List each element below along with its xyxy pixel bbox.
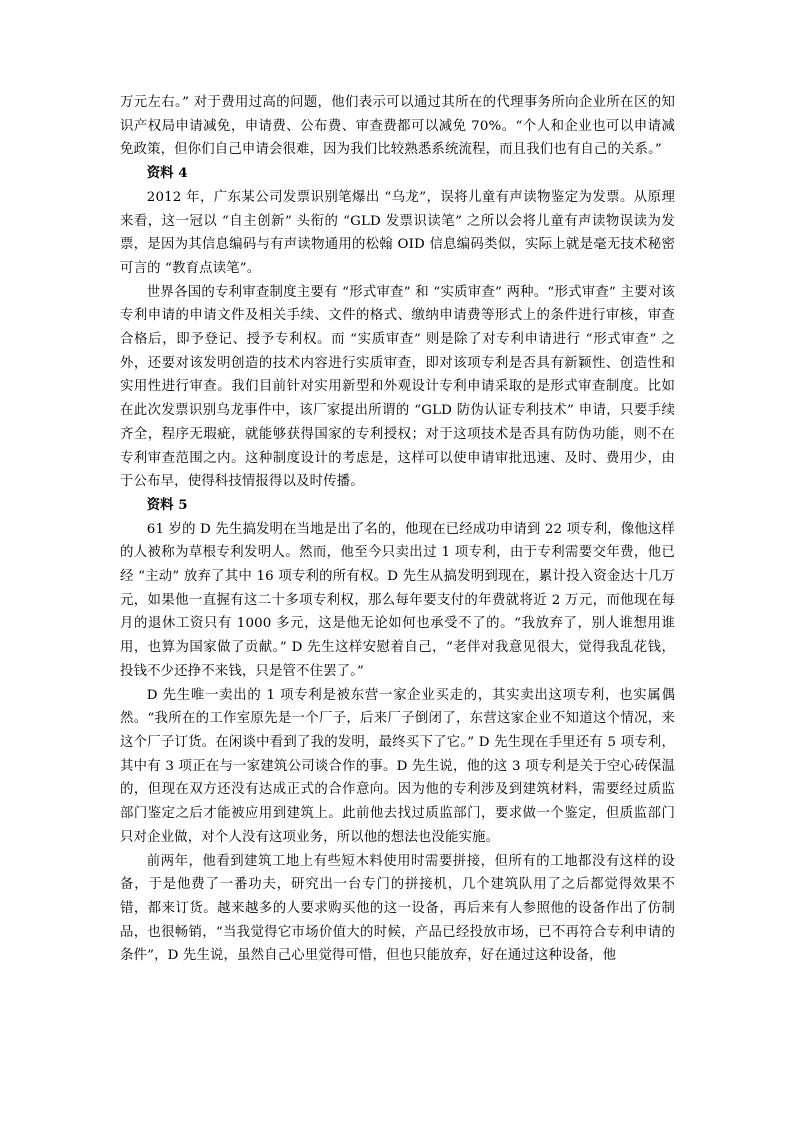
paragraph-mr-d-inventor: 61 岁的 D 先生搞发明在当地是出了名的，他现在已经成功申请到 22 项专利，像他这样的人被称为草根专利发明人。然而，他至今只卖出过 1 项专利，由于专利需要交年费，他已经 “主动” 放弃了其中 16 项专利的所有权。D 先生从搞发明到现在，累计投入资金达十几万元，如果他一直握有这二十多项专利权，那么每年要支付的年费就将近 2 万元，而他现在每月的退休工资只有 1000 多元，这是他无论如何也承受不了的。“我放弃了，别人谁想用谁用，也算为国家做了贡献。” D 先生这样安慰着自己，“老伴对我意见很大，觉得我乱花钱，投钱不少还挣不来钱，只是管不住罢了。” [120,521,675,679]
document-body [120,91,675,968]
paragraph-patent-review-system: 世界各国的专利审查制度主要有 “形式审查” 和 “实质审查” 两种。“形式审查” 主要对该专利申请的申请文件及相关手续、文件的格式、缴纳申请费等形式上的条件进行审核，审查合格后，即予登记、授予专利权。而 “实质审查” 则是除了对专利申请进行 “形式审查” 之外，还要对该发明创造的技术内容进行实质审查，即对该项专利是否具有新颖性、创造性和实用性进行审查。我们目前针对实用新型和外观设计专利申请采取的是形式审查制度。比如在此次发票识别乌龙事件中，该厂家提出所谓的 “GLD 防伪认证专利技术” 申请，只要手续齐全，程序无瑕疵，就能够获得国家的专利授权；对于这项技术是否具有防伪功能，则不在专利审查范围之内。这种制度设计的考虑是，这样可以使申请审批迅速、及时、费用少，由于公布早，使得科技情报得以及时传播。 [120,284,675,490]
paragraph-splicing-machine: 前两年，他看到建筑工地上有些短木料使用时需要拼接，但所有的工地都没有这样的设备，于是他费了一番功夫，研究出一台专门的拼接机，几个建筑队用了之后都觉得效果不错，都来订货。越来越多的人要求购买他的这一设备，再后来有人参照他的设备作出了仿制品，也很畅销，“当我觉得它市场价值大的时候，产品已经投放市场，已不再符合专利申请的条件”，D 先生说，虽然自己心里觉得可惜，但也只能放弃，好在通过这种设备，他 [120,853,675,964]
paragraph-invoice-pen: 2012 年，广东某公司发票识别笔爆出 “乌龙”，误将儿童有声读物鉴定为发票。从原理来看，这一冠以 “自主创新” 头衔的 “GLD 发票识读笔” 之所以会将儿童有声读物误读为发票，是因为其信息编码与有声读物通用的松翰 OID 信息编码类似，实际上就是毫无技术秘密可言的 “教育点读笔”。 [120,189,675,276]
section-heading-material-4: 资料 4 [146,165,188,182]
paragraph-intro-continuation: 万元左右。” 对于费用过高的问题，他们表示可以通过其所在的代理事务所向企业所在区的知识产权局申请减免，申请费、公布费、审查费都可以减免 70%。“个人和企业也可以申请减免政策，但你们自己申请会很难，因为我们比较熟悉系统流程，而且我们也有自己的关系。” [120,95,675,158]
paragraph-mr-d-sale: D 先生唯一卖出的 1 项专利是被东营一家企业买走的，其实卖出这项专利，也实属偶然。“我所在的工作室原先是一个厂子，后来厂子倒闭了，东营这家企业不知道这个情况，来这个厂子订货。在闲谈中看到了我的发明，最终买下了它。” D 先生现在手里还有 5 项专利，其中有 3 项正在与一家建筑公司谈合作的事。D 先生说，他的这 3 项专利是关于空心砖保温的，但现在双方还没有达成正式的合作意向。因为他的专利涉及到建筑材料，需要经过质监部门鉴定之后才能被应用到建筑上。此前他去找过质监部门，要求做一个鉴定，但质监部门只对企业做，对个人没有这项业务，所以他的想法也没能实施。 [120,687,675,845]
section-heading-material-5: 资料 5 [146,496,188,513]
